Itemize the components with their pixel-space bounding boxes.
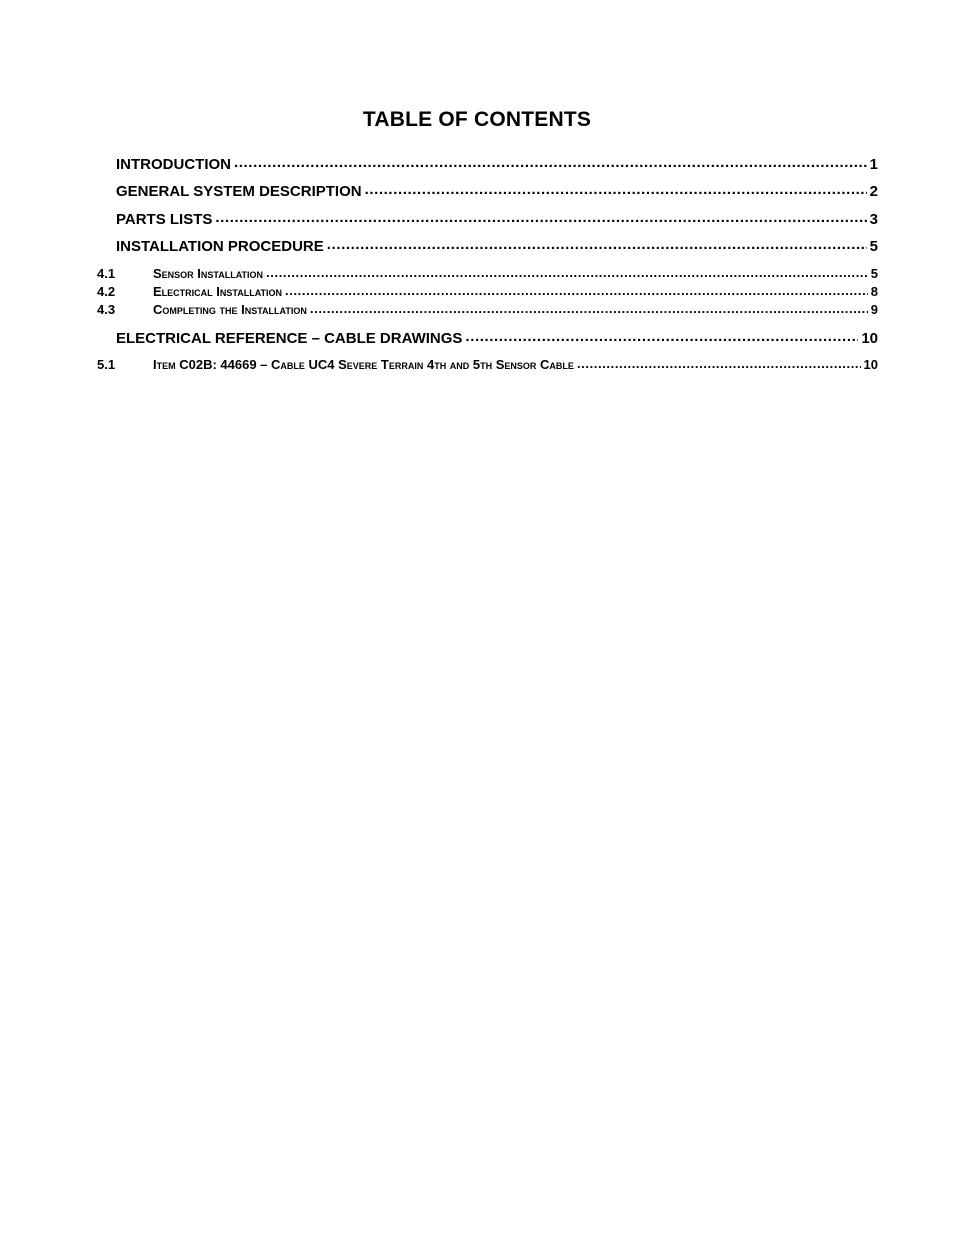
toc-page-number: 2 [869,183,878,200]
toc-page-number: 3 [869,211,878,228]
toc-dot-leader [266,265,868,278]
toc-entry-label: GENERAL SYSTEM DESCRIPTION [116,183,362,200]
toc-dot-leader [327,236,867,251]
toc-dot-leader [365,181,867,196]
toc-dot-leader [215,209,866,224]
toc-entry-label: Electrical Installation [153,284,283,299]
toc-entry-installation-procedure[interactable] [116,236,878,256]
toc-entry-introduction[interactable] [116,154,878,174]
toc-page-number: 8 [870,284,878,299]
toc-section-number: 4.1 [97,266,116,281]
toc-entry-item-c02b-cable[interactable] [97,356,878,373]
toc-page-number: 9 [870,302,878,317]
toc-section-number: 4.3 [97,302,116,317]
toc-entry-label: PARTS LISTS [116,211,213,228]
toc-page-number: 5 [870,266,878,281]
toc-entry-electrical-installation[interactable] [97,283,878,300]
toc-dot-leader [234,154,867,169]
toc-entry-sensor-installation[interactable] [97,265,878,282]
toc-entry-label: Item C02B: 44669 – Cable UC4 Severe Terrain 4th and 5th Sensor Cable [153,357,574,372]
toc-entry-completing-the-installation[interactable] [97,301,878,318]
toc-entry-label: Completing the Installation [153,302,307,317]
toc-page-number: 5 [869,238,878,255]
toc-entry-parts-lists[interactable] [116,209,878,229]
toc-page-number: 1 [869,156,878,173]
page-title: TABLE OF CONTENTS [362,108,592,131]
toc-page-number: 10 [861,330,878,347]
toc-section-number: 4.2 [97,284,116,299]
toc-section-number: 5.1 [97,357,116,372]
toc-entry-electrical-reference[interactable] [116,328,878,348]
toc-dot-leader [285,283,868,296]
toc-dot-leader [310,301,868,314]
toc-entry-label: INTRODUCTION [116,156,231,173]
toc-entry-label: INSTALLATION PROCEDURE [116,238,324,255]
toc-entry-label: Sensor Installation [153,266,264,281]
toc-entry-general-system-description[interactable] [116,181,878,201]
toc-entry-label: ELECTRICAL REFERENCE – CABLE DRAWINGS [116,330,463,347]
toc-page-number: 10 [863,357,878,372]
toc-dot-leader [577,356,861,369]
toc-dot-leader [465,328,858,343]
